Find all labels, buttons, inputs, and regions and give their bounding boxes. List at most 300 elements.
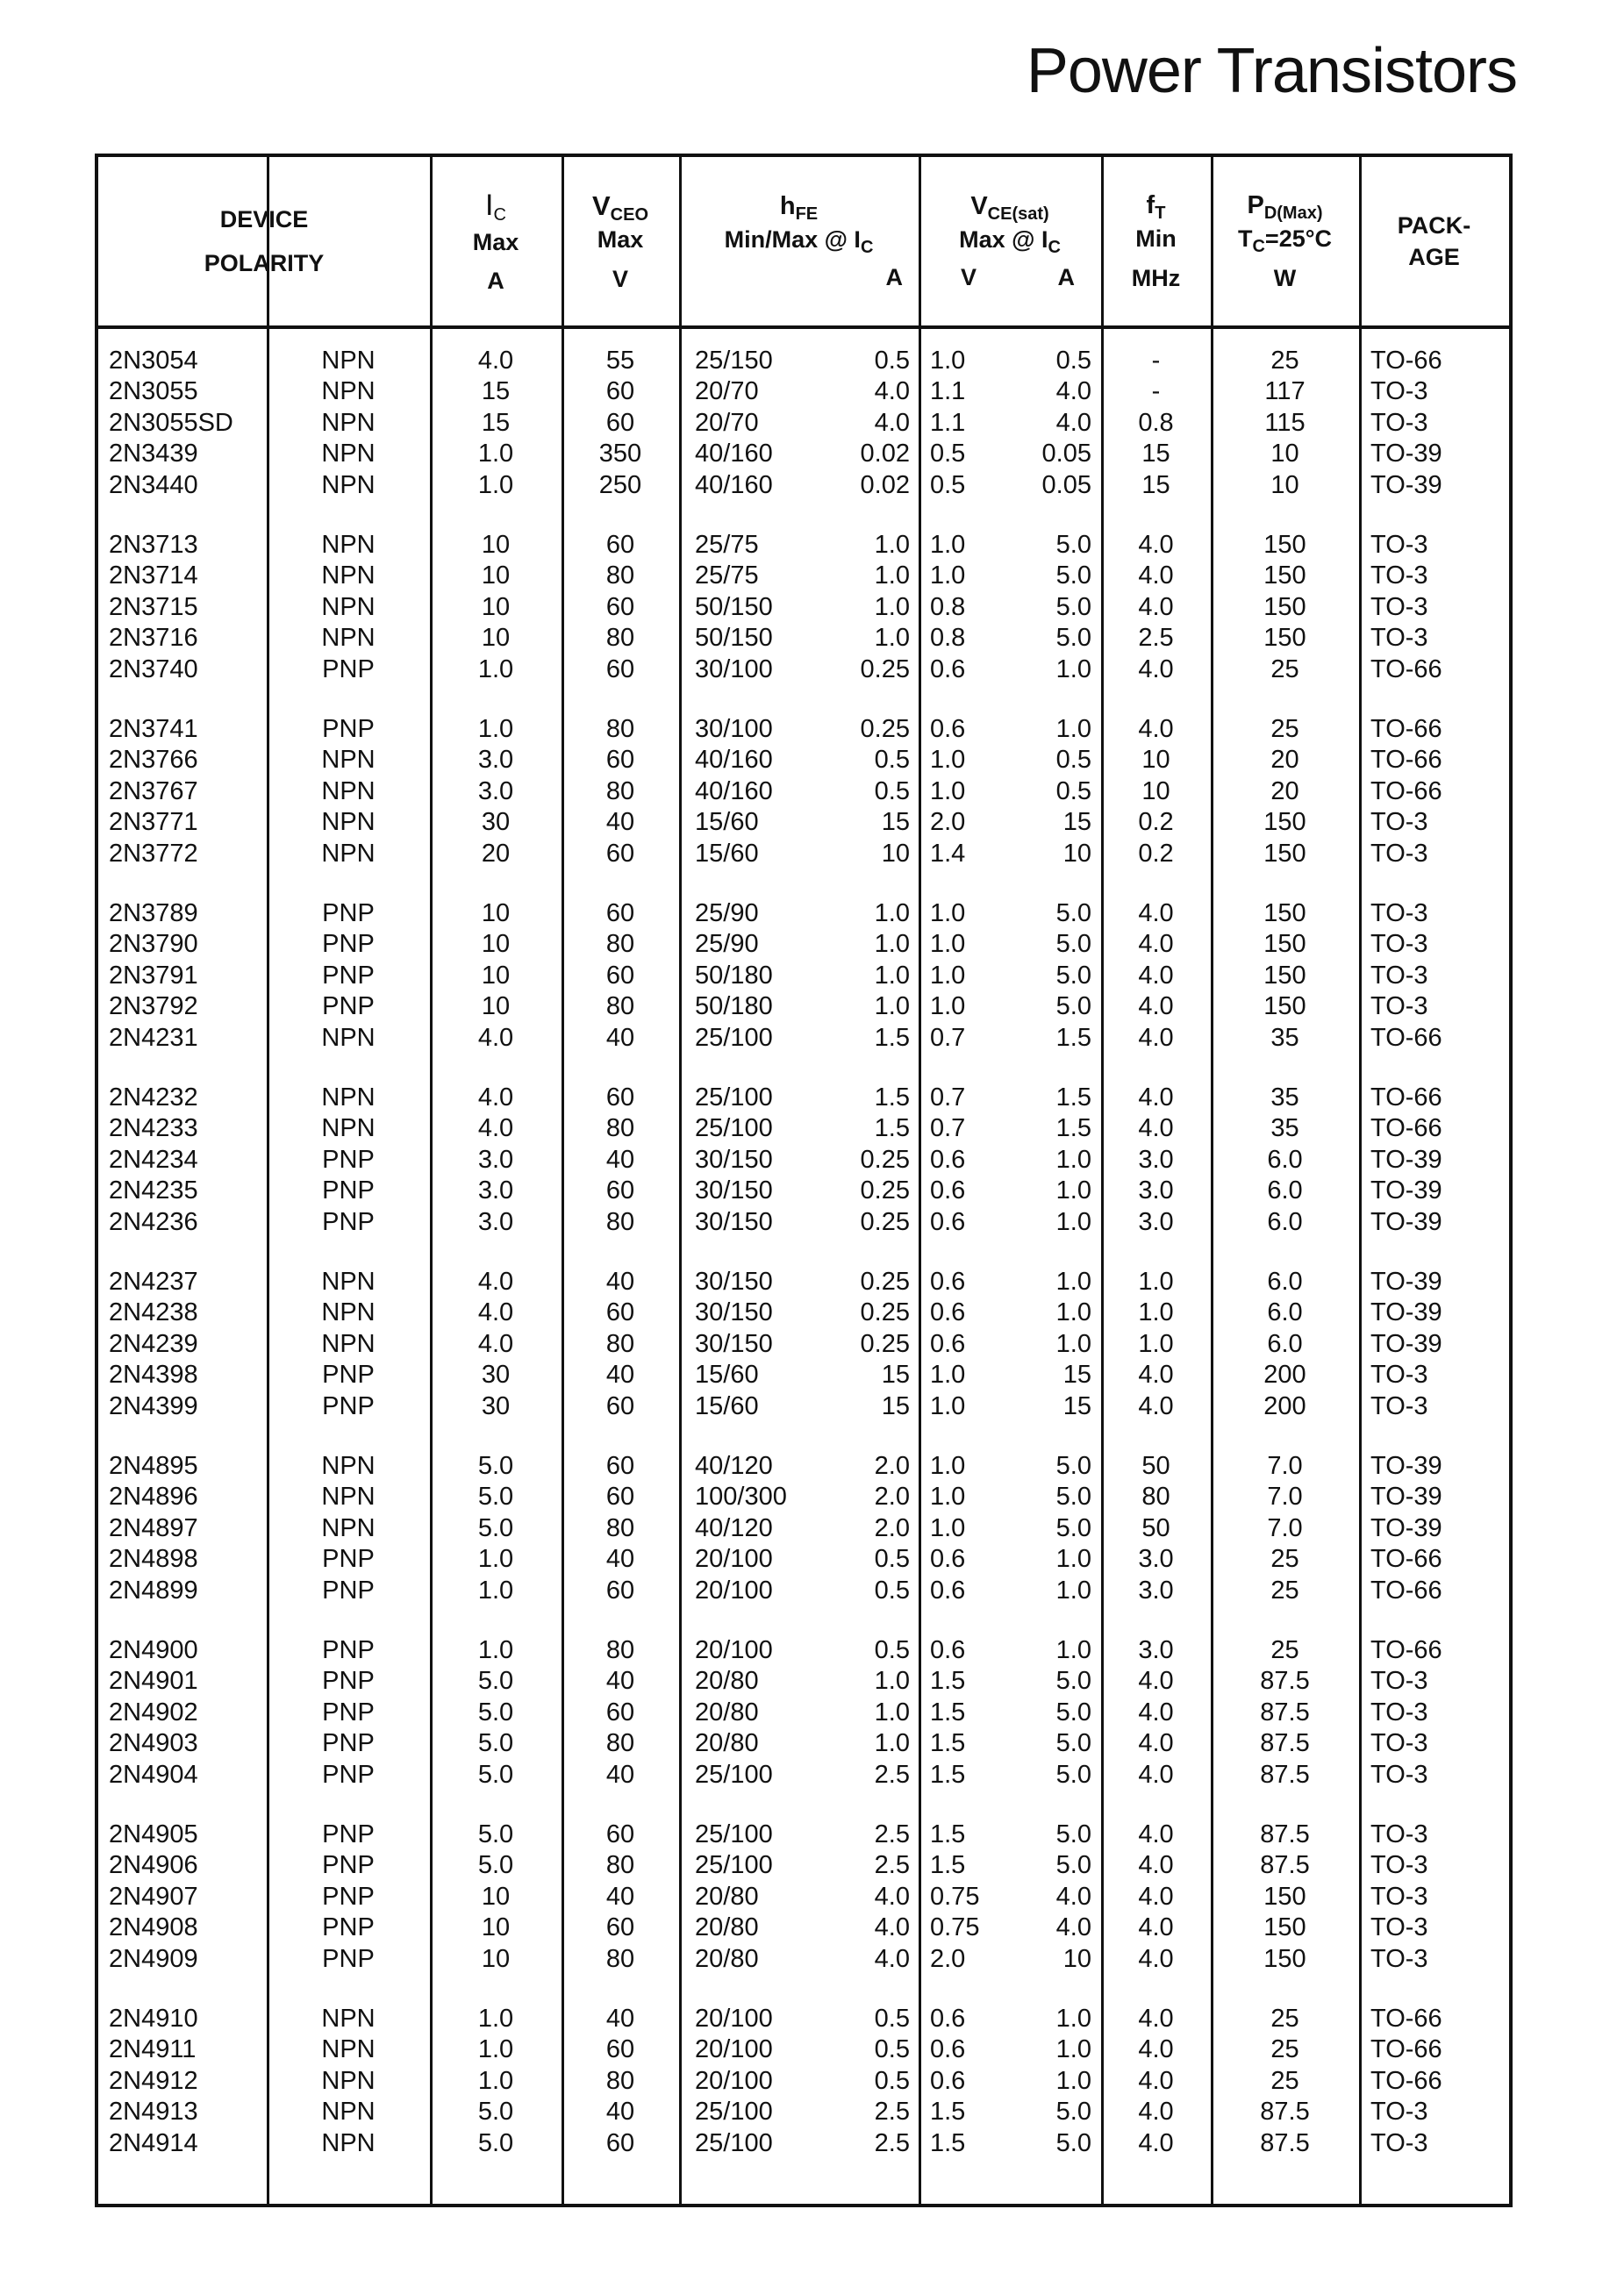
device-cell: 2N3771 (109, 808, 198, 837)
table-row (98, 929, 1509, 960)
polarity-cell: NPN (321, 1114, 376, 1143)
device-cell: 2N4232 (109, 1083, 198, 1112)
vcesat-a-cell: 4.0 (1055, 408, 1091, 437)
vceo-cell: 40 (605, 1882, 635, 1911)
header-pd (1211, 157, 1359, 325)
pd-cell: 87.5 (1260, 2128, 1310, 2157)
ft-cell: 4.0 (1138, 2098, 1174, 2127)
table-row (98, 1207, 1509, 1238)
package-cell: TO-39 (1370, 1329, 1442, 1358)
polarity-cell: NPN (321, 1298, 376, 1327)
hfe-range-cell: 40/120 (695, 1452, 773, 1480)
vcesat-a-cell: 5.0 (1055, 624, 1091, 653)
vcesat-v-cell: 0.5 (930, 470, 966, 499)
ic-cell: 1.0 (477, 470, 514, 499)
hfe-ic-cell: 1.0 (874, 961, 910, 990)
ic-cell: 5.0 (477, 1698, 514, 1727)
vcesat-v-cell: 1.5 (930, 2128, 966, 2157)
hfe-ic-cell: 15 (881, 1361, 910, 1390)
device-cell: 2N3715 (109, 592, 198, 621)
package-cell: TO-66 (1370, 2035, 1442, 2064)
hfe-ic-cell: 1.0 (874, 1667, 910, 1696)
package-cell: TO-66 (1370, 1114, 1442, 1143)
table-row (98, 1513, 1509, 1544)
header-ic-unit: A (487, 267, 504, 294)
ft-cell: 1.0 (1138, 1329, 1174, 1358)
vceo-cell: 40 (605, 1023, 635, 1052)
table-row (98, 1360, 1509, 1391)
pd-cell: 25 (1270, 1545, 1299, 1574)
hfe-ic-cell: 0.25 (860, 1145, 910, 1174)
device-cell: 2N4234 (109, 1145, 198, 1174)
hfe-ic-cell: 1.0 (874, 624, 910, 653)
header-vcesat-symbol: V (970, 191, 988, 220)
vcesat-v-cell: 0.75 (930, 1913, 980, 1942)
ic-cell: 1.0 (477, 2035, 514, 2064)
vcesat-a-cell: 5.0 (1055, 1760, 1091, 1789)
vcesat-v-cell: 1.5 (930, 1760, 966, 1789)
hfe-ic-cell: 0.02 (860, 440, 910, 468)
header-vceo (562, 157, 679, 325)
polarity-cell: NPN (321, 1083, 376, 1112)
package-cell: TO-39 (1370, 1298, 1442, 1327)
table-row (98, 1698, 1509, 1728)
hfe-range-cell: 20/80 (695, 1882, 759, 1911)
vcesat-a-cell: 5.0 (1055, 531, 1091, 559)
polarity-cell: PNP (322, 1391, 375, 1420)
package-cell: TO-39 (1370, 1145, 1442, 1174)
table-row (98, 1083, 1509, 1113)
hfe-range-cell: 20/70 (695, 377, 759, 406)
vceo-cell: 60 (605, 531, 635, 559)
polarity-cell: NPN (321, 561, 376, 590)
device-cell: 2N4231 (109, 1023, 198, 1052)
vcesat-a-cell: 5.0 (1055, 992, 1091, 1021)
polarity-cell: NPN (321, 592, 376, 621)
polarity-cell: NPN (321, 776, 376, 805)
header-ic (430, 157, 562, 325)
table-row (98, 561, 1509, 591)
header-vcesat-unit-a: A (1057, 263, 1075, 290)
device-cell: 2N4897 (109, 1513, 198, 1542)
hfe-range-cell: 20/100 (695, 1636, 773, 1664)
hfe-ic-cell: 1.5 (874, 1083, 910, 1112)
vcesat-a-cell: 5.0 (1055, 1851, 1091, 1880)
device-cell: 2N3740 (109, 654, 198, 683)
vcesat-a-cell: 5.0 (1055, 1483, 1091, 1512)
ic-cell: 4.0 (477, 1329, 514, 1358)
hfe-ic-cell: 0.25 (860, 1176, 910, 1205)
pd-cell: 87.5 (1260, 1851, 1310, 1880)
header-vceo-subscript: CEO (610, 204, 649, 225)
ic-cell: 10 (481, 992, 511, 1021)
ic-cell: 4.0 (477, 1114, 514, 1143)
vcesat-v-cell: 0.7 (930, 1083, 966, 1112)
hfe-range-cell: 25/100 (695, 1820, 773, 1848)
ic-cell: 30 (481, 1391, 511, 1420)
vcesat-a-cell: 1.0 (1055, 654, 1091, 683)
ft-cell: 15 (1141, 470, 1170, 499)
device-cell: 2N4902 (109, 1698, 198, 1727)
package-cell: TO-3 (1370, 1729, 1428, 1758)
vceo-cell: 60 (605, 654, 635, 683)
table-row (98, 1023, 1509, 1054)
vceo-cell: 60 (605, 1576, 635, 1605)
vcesat-v-cell: 0.6 (930, 1268, 966, 1296)
vceo-cell: 60 (605, 1083, 635, 1112)
device-cell: 2N4907 (109, 1882, 198, 1911)
hfe-ic-cell: 1.0 (874, 930, 910, 959)
header-vcesat-condition: Max @ I (959, 226, 1048, 254)
pd-cell: 35 (1270, 1083, 1299, 1112)
header-hfe-unit: A (885, 263, 903, 290)
package-cell: TO-3 (1370, 808, 1428, 837)
hfe-range-cell: 15/60 (695, 1361, 759, 1390)
vcesat-a-cell: 1.0 (1055, 1576, 1091, 1605)
pd-cell: 20 (1270, 776, 1299, 805)
hfe-ic-cell: 0.5 (874, 2005, 910, 2033)
pd-cell: 150 (1263, 839, 1306, 868)
table-row (98, 991, 1509, 1022)
header-pd-tc-subscript: C (1252, 237, 1265, 257)
hfe-range-cell: 15/60 (695, 1391, 759, 1420)
polarity-cell: PNP (322, 1913, 375, 1942)
vceo-cell: 80 (605, 930, 635, 959)
hfe-range-cell: 50/150 (695, 624, 773, 653)
header-vceo-unit: V (612, 265, 628, 292)
hfe-range-cell: 30/150 (695, 1207, 773, 1236)
header-polarity: POLARITY (204, 250, 325, 276)
header-pd-symbol: P (1247, 190, 1264, 219)
device-cell: 2N4239 (109, 1329, 198, 1358)
vceo-cell: 250 (598, 470, 642, 499)
device-cell: 2N4899 (109, 1576, 198, 1605)
hfe-ic-cell: 1.0 (874, 1729, 910, 1758)
package-cell: TO-66 (1370, 2066, 1442, 2095)
device-cell: 2N3766 (109, 746, 198, 775)
pd-cell: 115 (1264, 408, 1306, 437)
ic-cell: 5.0 (477, 1760, 514, 1789)
ft-cell: 3.0 (1138, 1545, 1174, 1574)
ft-cell: 0.2 (1138, 839, 1174, 868)
polarity-cell: PNP (322, 992, 375, 1021)
vceo-cell: 60 (605, 961, 635, 990)
vcesat-v-cell: 0.6 (930, 1207, 966, 1236)
pd-cell: 200 (1263, 1391, 1306, 1420)
vcesat-v-cell: 0.8 (930, 624, 966, 653)
header-hfe (679, 157, 919, 325)
polarity-cell: PNP (322, 1636, 375, 1664)
ic-cell: 20 (481, 839, 511, 868)
device-cell: 2N3054 (109, 347, 198, 375)
vceo-cell: 80 (605, 1114, 635, 1143)
vcesat-a-cell: 0.05 (1041, 470, 1091, 499)
ft-cell: 4.0 (1138, 1391, 1174, 1420)
hfe-range-cell: 30/150 (695, 1176, 773, 1205)
vcesat-v-cell: 0.8 (930, 592, 966, 621)
table-row (98, 470, 1509, 501)
vceo-cell: 60 (605, 2128, 635, 2157)
ft-cell: 4.0 (1138, 899, 1174, 927)
vceo-cell: 80 (605, 715, 635, 743)
vcesat-v-cell: 1.0 (930, 899, 966, 927)
vceo-cell: 40 (605, 1145, 635, 1174)
vceo-cell: 80 (605, 1851, 635, 1880)
package-cell: TO-66 (1370, 347, 1442, 375)
vcesat-a-cell: 10 (1062, 839, 1091, 868)
pd-cell: 25 (1270, 347, 1299, 375)
vceo-cell: 60 (605, 1452, 635, 1480)
hfe-ic-cell: 1.0 (874, 531, 910, 559)
hfe-range-cell: 20/80 (695, 1944, 759, 1973)
vcesat-a-cell: 15 (1062, 1391, 1091, 1420)
hfe-range-cell: 20/100 (695, 1576, 773, 1605)
ft-cell: 4.0 (1138, 1114, 1174, 1143)
header-device-polarity (98, 157, 430, 325)
pd-cell: 150 (1263, 624, 1306, 653)
vcesat-a-cell: 4.0 (1055, 377, 1091, 406)
pd-cell: 25 (1270, 2035, 1299, 2064)
vcesat-a-cell: 0.5 (1055, 347, 1091, 375)
hfe-range-cell: 25/150 (695, 347, 773, 375)
table-row (98, 1728, 1509, 1759)
ft-cell: 4.0 (1138, 1820, 1174, 1848)
device-cell: 2N4910 (109, 2005, 198, 2033)
hfe-range-cell: 20/100 (695, 2066, 773, 2095)
vceo-cell: 60 (605, 746, 635, 775)
polarity-cell: PNP (322, 1729, 375, 1758)
hfe-ic-cell: 2.5 (874, 1820, 910, 1848)
ic-cell: 1.0 (477, 2066, 514, 2095)
pd-cell: 25 (1270, 2005, 1299, 2033)
hfe-range-cell: 30/150 (695, 1329, 773, 1358)
vcesat-v-cell: 0.5 (930, 440, 966, 468)
polarity-cell: NPN (321, 746, 376, 775)
polarity-cell: PNP (322, 1760, 375, 1789)
pd-cell: 6.0 (1267, 1176, 1303, 1205)
package-cell: TO-3 (1370, 1361, 1428, 1390)
hfe-range-cell: 25/100 (695, 2128, 773, 2157)
ic-cell: 1.0 (477, 1576, 514, 1605)
hfe-range-cell: 25/100 (695, 1760, 773, 1789)
ft-cell: 4.0 (1138, 961, 1174, 990)
pd-cell: 87.5 (1260, 1729, 1310, 1758)
header-vceo-max: Max (597, 226, 644, 254)
package-cell: TO-3 (1370, 377, 1428, 406)
vcesat-v-cell: 0.7 (930, 1023, 966, 1052)
vcesat-v-cell: 1.0 (930, 1483, 966, 1512)
pd-cell: 150 (1263, 1944, 1306, 1973)
ft-cell: 3.0 (1138, 1636, 1174, 1664)
pd-cell: 25 (1270, 1636, 1299, 1664)
ic-cell: 4.0 (477, 1023, 514, 1052)
hfe-range-cell: 25/100 (695, 2098, 773, 2127)
package-cell: TO-39 (1370, 440, 1442, 468)
vcesat-v-cell: 1.1 (930, 377, 966, 406)
vcesat-a-cell: 1.5 (1055, 1083, 1091, 1112)
pd-cell: 25 (1270, 2066, 1299, 2095)
polarity-cell: NPN (321, 1329, 376, 1358)
hfe-range-cell: 50/180 (695, 992, 773, 1021)
ic-cell: 10 (481, 1882, 511, 1911)
package-cell: TO-3 (1370, 408, 1428, 437)
device-cell: 2N4399 (109, 1391, 198, 1420)
polarity-cell: NPN (321, 2035, 376, 2064)
vceo-cell: 40 (605, 1361, 635, 1390)
vcesat-v-cell: 0.6 (930, 2066, 966, 2095)
ft-cell: 10 (1141, 746, 1170, 775)
hfe-range-cell: 30/150 (695, 1268, 773, 1296)
pd-cell: 150 (1263, 1913, 1306, 1942)
package-cell: TO-3 (1370, 961, 1428, 990)
vcesat-v-cell: 1.5 (930, 1698, 966, 1727)
polarity-cell: PNP (322, 1207, 375, 1236)
vcesat-v-cell: 0.6 (930, 2035, 966, 2064)
package-cell: TO-3 (1370, 1944, 1428, 1973)
ic-cell: 1.0 (477, 1545, 514, 1574)
vcesat-v-cell: 1.0 (930, 1361, 966, 1390)
vceo-cell: 60 (605, 1391, 635, 1420)
polarity-cell: NPN (321, 1452, 376, 1480)
hfe-range-cell: 40/160 (695, 746, 773, 775)
hfe-ic-cell: 0.5 (874, 1636, 910, 1664)
ft-cell: 10 (1141, 776, 1170, 805)
vceo-cell: 60 (605, 1698, 635, 1727)
vceo-cell: 80 (605, 624, 635, 653)
vcesat-a-cell: 5.0 (1055, 1698, 1091, 1727)
header-package (1359, 157, 1509, 325)
ft-cell: 15 (1141, 440, 1170, 468)
polarity-cell: NPN (321, 408, 376, 437)
vceo-cell: 60 (605, 2035, 635, 2064)
hfe-ic-cell: 1.5 (874, 1023, 910, 1052)
ft-cell: 4.0 (1138, 1083, 1174, 1112)
device-cell: 2N4895 (109, 1452, 198, 1480)
vcesat-v-cell: 0.6 (930, 1545, 966, 1574)
hfe-range-cell: 30/150 (695, 1298, 773, 1327)
device-cell: 2N3714 (109, 561, 198, 590)
hfe-ic-cell: 0.25 (860, 1329, 910, 1358)
package-cell: TO-39 (1370, 1176, 1442, 1205)
hfe-ic-cell: 2.5 (874, 2128, 910, 2157)
vcesat-a-cell: 15 (1062, 808, 1091, 837)
vcesat-a-cell: 5.0 (1055, 1820, 1091, 1848)
vceo-cell: 40 (605, 1268, 635, 1296)
ic-cell: 10 (481, 592, 511, 621)
table-row (98, 346, 1509, 376)
pd-cell: 35 (1270, 1023, 1299, 1052)
header-vceo-symbol: V (591, 189, 611, 221)
ic-cell: 4.0 (477, 1298, 514, 1327)
vcesat-v-cell: 0.6 (930, 1576, 966, 1605)
vcesat-v-cell: 1.0 (930, 961, 966, 990)
ft-cell: 1.0 (1138, 1268, 1174, 1296)
pd-cell: 7.0 (1267, 1452, 1303, 1480)
ft-cell: 4.0 (1138, 1729, 1174, 1758)
hfe-ic-cell: 1.0 (874, 561, 910, 590)
hfe-ic-cell: 1.5 (874, 1114, 910, 1143)
package-cell: TO-3 (1370, 1698, 1428, 1727)
hfe-range-cell: 25/90 (695, 899, 759, 927)
polarity-cell: NPN (321, 2128, 376, 2157)
polarity-cell: PNP (322, 1698, 375, 1727)
polarity-cell: NPN (321, 2005, 376, 2033)
vcesat-a-cell: 1.0 (1055, 1207, 1091, 1236)
ic-cell: 10 (481, 531, 511, 559)
ft-cell: 80 (1141, 1483, 1170, 1512)
device-cell: 2N4900 (109, 1636, 198, 1664)
ic-cell: 10 (481, 561, 511, 590)
pd-cell: 150 (1263, 961, 1306, 990)
header-pd-subscript: D(Max) (1263, 203, 1323, 223)
header-pd-tc-value: =25°C (1264, 225, 1333, 253)
package-cell: TO-39 (1370, 1207, 1442, 1236)
vceo-cell: 80 (605, 561, 635, 590)
hfe-range-cell: 30/100 (695, 715, 773, 743)
package-cell: TO-66 (1370, 1023, 1442, 1052)
pd-cell: 150 (1263, 561, 1306, 590)
hfe-ic-cell: 0.5 (874, 746, 910, 775)
ft-cell: 4.0 (1138, 1882, 1174, 1911)
hfe-range-cell: 40/120 (695, 1513, 773, 1542)
ic-cell: 5.0 (477, 2128, 514, 2157)
vcesat-a-cell: 4.0 (1055, 1882, 1091, 1911)
vceo-cell: 60 (605, 1298, 635, 1327)
ft-cell: 4.0 (1138, 2035, 1174, 2064)
vcesat-v-cell: 0.6 (930, 1636, 966, 1664)
header-package-line1: PACK- (1397, 211, 1471, 239)
vcesat-v-cell: 0.6 (930, 2005, 966, 2033)
pd-cell: 6.0 (1267, 1207, 1303, 1236)
package-cell: TO-66 (1370, 715, 1442, 743)
table-row (98, 2066, 1509, 2097)
table-row (98, 807, 1509, 838)
table-row (98, 1820, 1509, 1850)
vcesat-a-cell: 1.0 (1055, 1329, 1091, 1358)
header-hfe-condition: Min/Max @ I (724, 226, 861, 254)
header-ft-symbol: f (1146, 190, 1155, 219)
transistor-table (95, 154, 1513, 2207)
package-cell: TO-66 (1370, 1576, 1442, 1605)
vcesat-v-cell: 1.5 (930, 1820, 966, 1848)
vcesat-a-cell: 5.0 (1055, 1667, 1091, 1696)
table-row (98, 1482, 1509, 1512)
hfe-range-cell: 20/70 (695, 408, 759, 437)
table-row (98, 1113, 1509, 1144)
vcesat-v-cell: 1.0 (930, 1391, 966, 1420)
device-cell: 2N3741 (109, 715, 198, 743)
vcesat-a-cell: 4.0 (1055, 1913, 1091, 1942)
package-cell: TO-3 (1370, 992, 1428, 1021)
pd-cell: 200 (1263, 1361, 1306, 1390)
page-title: Power Transistors (1026, 36, 1517, 106)
pd-cell: 150 (1263, 992, 1306, 1021)
package-cell: TO-3 (1370, 2098, 1428, 2127)
header-ic-symbol: I (485, 188, 494, 222)
vceo-cell: 60 (605, 899, 635, 927)
table-row (98, 1544, 1509, 1575)
pd-cell: 10 (1270, 470, 1299, 499)
package-cell: TO-66 (1370, 1083, 1442, 1112)
vceo-cell: 350 (598, 440, 642, 468)
table-row (98, 530, 1509, 561)
device-cell: 2N3055SD (109, 408, 233, 437)
ft-cell: 2.5 (1138, 624, 1174, 653)
hfe-range-cell: 25/90 (695, 930, 759, 959)
device-cell: 2N4914 (109, 2128, 198, 2157)
hfe-range-cell: 20/100 (695, 2005, 773, 2033)
table-row (98, 1391, 1509, 1422)
